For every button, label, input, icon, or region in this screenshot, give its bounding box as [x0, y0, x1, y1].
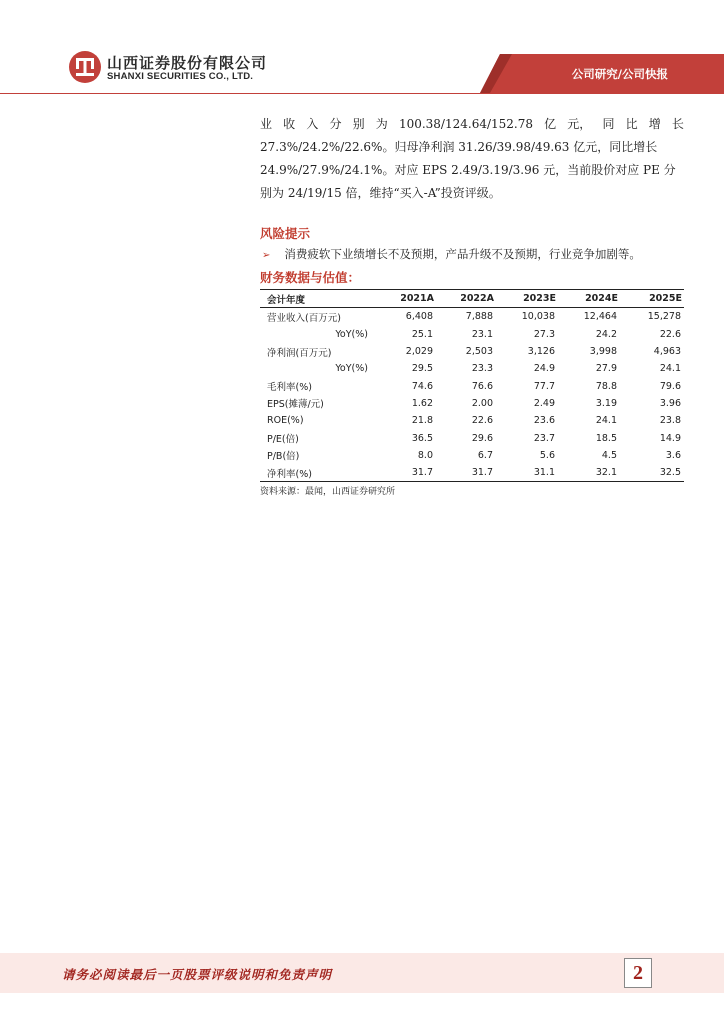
table-cell: 24.1: [595, 415, 617, 427]
table-cell: 15,278: [647, 311, 681, 323]
table-row: [260, 464, 684, 482]
row-label: P/B(倍): [267, 451, 300, 463]
paragraph-line-4: 别为 24/19/15 倍，维持“买入-A”投资评级。: [260, 186, 501, 200]
table-row: [260, 343, 684, 360]
table-cell: 23.7: [533, 432, 555, 444]
table-cell: 77.7: [533, 380, 555, 392]
table-cell: 18.5: [595, 432, 617, 444]
column-header: 2025E: [620, 290, 684, 308]
column-header: 会计年度: [260, 290, 378, 308]
table-cell: 24.2: [595, 328, 617, 340]
paragraph-line-3: 24.9%/27.9%/24.1%。对应 EPS 2.49/3.19/3.96 元，当前股价对应 PE 分: [260, 163, 676, 177]
table-cell: 2,503: [465, 346, 493, 358]
company-name-en: SHANXI SECURITIES CO., LTD.: [107, 71, 254, 82]
table-cell: 29.6: [471, 432, 493, 444]
table-cell: 23.1: [471, 328, 493, 340]
table-row: [260, 326, 684, 343]
data-source-note: 资料来源：最闻，山西证券研究所: [260, 487, 396, 497]
table-cell: 32.1: [558, 464, 620, 482]
table-cell: 76.6: [471, 380, 493, 392]
risk-item: ➢ 消费疲软下业绩增长不及预期，产品升级不及预期，行业竞争加剧等。: [262, 247, 641, 261]
table-cell: 2,029: [405, 346, 433, 358]
paragraph-line-1: 业 收 入 分 别 为 100.38/124.64/152.78 亿 元， 同 比 增 长: [260, 117, 684, 131]
table-cell: 29.5: [411, 363, 433, 375]
paragraph-line-2: 27.3%/24.2%/22.6%。归母净利润 31.26/39.98/49.63 亿元，同比增长: [260, 140, 658, 154]
page-number: 2: [624, 958, 652, 988]
column-header: 2024E: [558, 290, 620, 308]
table-cell: 22.6: [659, 328, 681, 340]
financials-section-title: 财务数据与估值：: [260, 270, 361, 285]
table-cell: 24.1: [659, 363, 681, 375]
table-cell: 3,126: [527, 346, 555, 358]
table-row: [260, 395, 684, 412]
report-type-label: 公司研究/公司快报: [571, 67, 668, 81]
table-cell: 6,408: [405, 311, 433, 323]
page-footer: [0, 953, 724, 993]
table-cell: 27.3: [533, 328, 555, 340]
table-cell: 21.8: [411, 415, 433, 427]
table-cell: 2.49: [533, 397, 555, 409]
risk-section-title: 风险提示: [260, 226, 311, 241]
table-cell: 1.62: [411, 397, 433, 409]
company-name-cn: 山西证券股份有限公司: [107, 54, 268, 72]
table-row: [260, 377, 684, 394]
disclaimer-notice: 请务必阅读最后一页股票评级说明和免责声明: [62, 967, 333, 982]
table-cell: 3.96: [659, 397, 681, 409]
page-header: [0, 0, 724, 94]
table-cell: 23.6: [533, 415, 555, 427]
column-header: 2021A: [378, 290, 436, 308]
row-label: YoY(%): [335, 328, 368, 340]
table-cell: 23.3: [471, 363, 493, 375]
table-cell: 22.6: [471, 415, 493, 427]
table-cell: 6.7: [477, 449, 493, 461]
table-header-row: [260, 290, 684, 308]
table-cell: 3.6: [665, 449, 681, 461]
row-label: ROE(%): [267, 415, 304, 427]
row-label: 营业收入(百万元): [267, 312, 341, 324]
table-row: [260, 447, 684, 464]
table-row: [260, 308, 684, 326]
table-row: [260, 412, 684, 429]
row-label: EPS(摊薄/元): [267, 399, 324, 411]
table-cell: 10,038: [521, 311, 555, 323]
table-cell: 31.7: [436, 464, 496, 482]
table-cell: 12,464: [583, 311, 617, 323]
table-cell: 25.1: [411, 328, 433, 340]
table-cell: 8.0: [417, 449, 433, 461]
table-cell: 78.8: [595, 380, 617, 392]
table-cell: 7,888: [465, 311, 493, 323]
row-label: 净利率(%): [260, 464, 378, 482]
table-cell: 79.6: [659, 380, 681, 392]
table-cell: 4,963: [653, 346, 681, 358]
row-label: P/E(倍): [267, 434, 299, 446]
table-cell: 2.00: [471, 397, 493, 409]
summary-paragraph: [260, 113, 684, 205]
table-cell: 27.9: [595, 363, 617, 375]
header-divider: [0, 93, 724, 94]
table-row: [260, 429, 684, 446]
row-label: 净利润(百万元): [267, 347, 332, 359]
table-cell: 5.6: [539, 449, 555, 461]
table-cell: 31.7: [378, 464, 436, 482]
table-cell: 32.5: [620, 464, 684, 482]
table-row: [260, 360, 684, 377]
table-cell: 14.9: [659, 432, 681, 444]
table-cell: 24.9: [533, 363, 555, 375]
table-cell: 3.19: [595, 397, 617, 409]
table-cell: 23.8: [659, 415, 681, 427]
shanxi-securities-logo-icon: [68, 50, 102, 84]
table-cell: 31.1: [496, 464, 558, 482]
table-cell: 3,998: [589, 346, 617, 358]
row-label: YoY(%): [335, 363, 368, 375]
column-header: 2022A: [436, 290, 496, 308]
table-cell: 4.5: [601, 449, 617, 461]
bullet-arrow-icon: ➢: [262, 250, 271, 261]
row-label: 毛利率(%): [267, 382, 312, 394]
financial-table: [260, 289, 684, 482]
table-cell: 36.5: [411, 432, 433, 444]
table-cell: 74.6: [411, 380, 433, 392]
column-header: 2023E: [496, 290, 558, 308]
